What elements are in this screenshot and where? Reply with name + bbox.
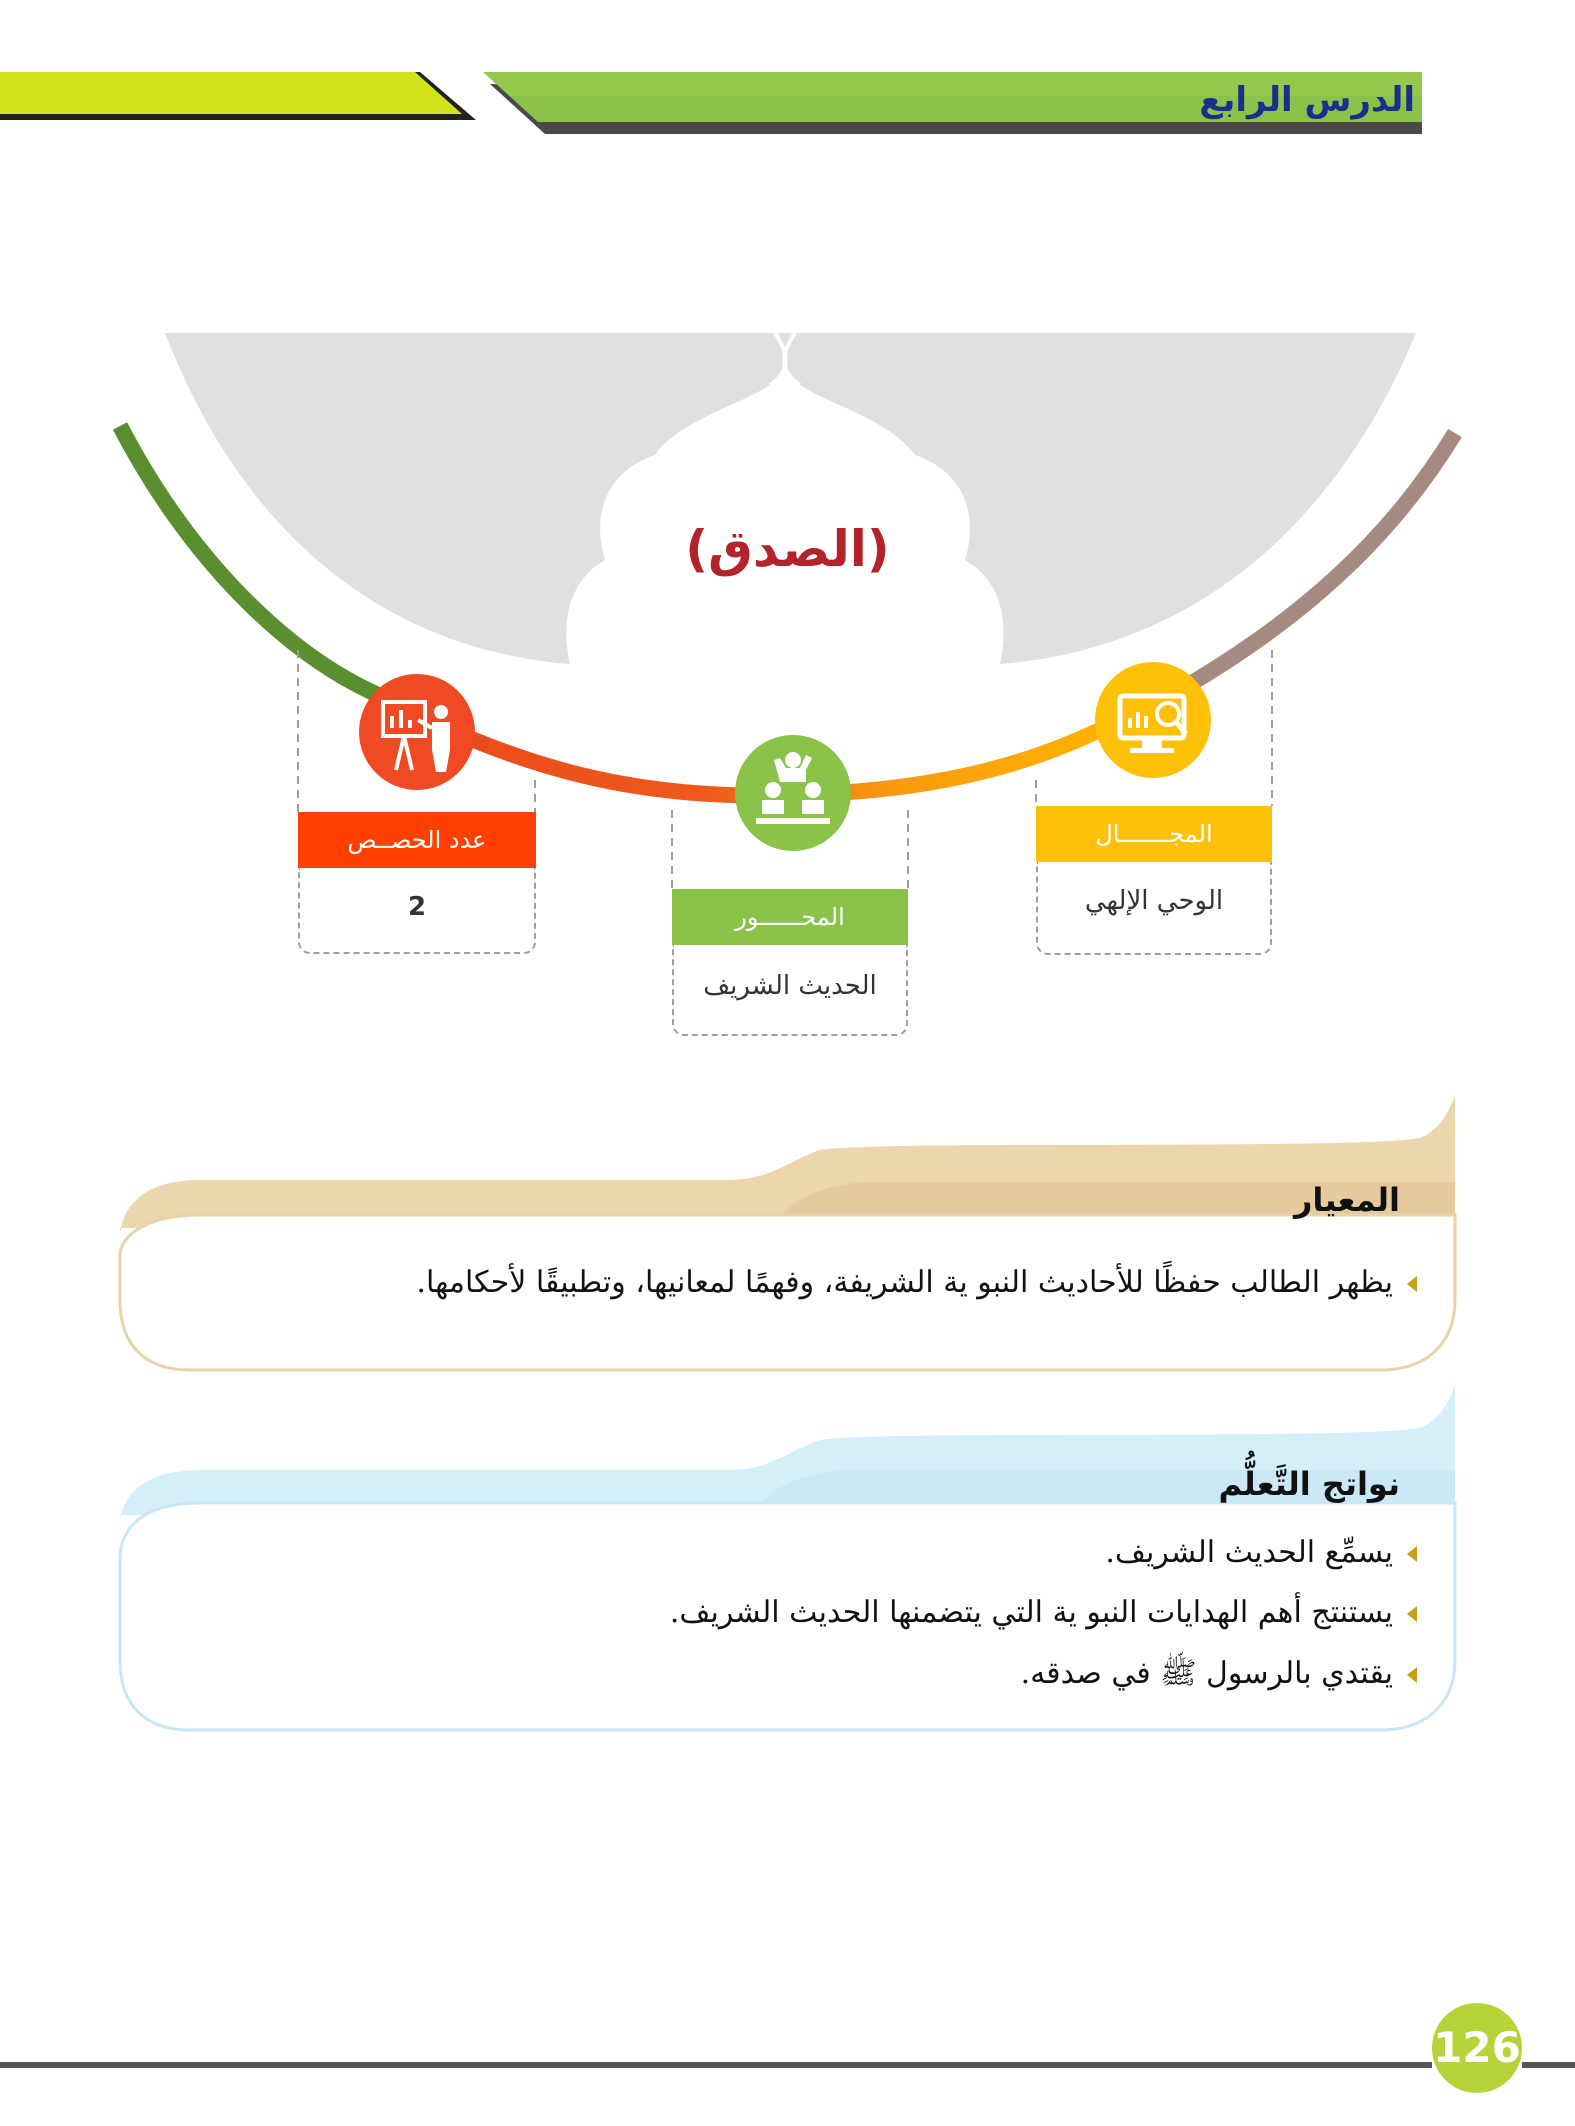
card-axis bbox=[672, 889, 908, 1036]
presentation-icon bbox=[359, 674, 475, 790]
outcome-item-text: يقتدي بالرسول ﷺ في صدقه. bbox=[1020, 1656, 1393, 1691]
group-icon bbox=[735, 735, 851, 851]
footer-line bbox=[0, 2062, 1432, 2068]
card-periods-value: 2 bbox=[407, 892, 427, 922]
card-periods bbox=[298, 812, 536, 954]
dome-background bbox=[165, 333, 1416, 664]
standard-item-text: يظهر الطالب حفظًا للأحاديث النبو ية الشريفة، وفهمًا لمعانيها، وتطبيقًا لأحكامها. bbox=[416, 1265, 1393, 1300]
card-domain bbox=[1036, 806, 1272, 955]
standard-title: المعيار bbox=[1294, 1181, 1400, 1219]
monitor-search-icon bbox=[1095, 662, 1211, 778]
lesson-title: الدرس الرابع bbox=[1199, 80, 1415, 120]
bullet-icon bbox=[1407, 1667, 1417, 1683]
card-axis-label: المحــــــور bbox=[672, 889, 908, 945]
standard-item bbox=[217, 1265, 1417, 1300]
page-number: 126 bbox=[1432, 2003, 1522, 2093]
outcome-item-2 bbox=[217, 1595, 1417, 1630]
card-domain-label: المجـــــــال bbox=[1036, 806, 1272, 862]
outcome-item-3 bbox=[217, 1655, 1417, 1698]
bullet-icon bbox=[1407, 1546, 1417, 1562]
outcomes-title: نواتج التَّعلُّم bbox=[1218, 1465, 1400, 1503]
page-title: (الصدق) bbox=[685, 520, 890, 578]
outcome-item-1 bbox=[217, 1535, 1417, 1570]
bullet-icon bbox=[1407, 1276, 1417, 1292]
header-bar-left-fill bbox=[0, 72, 462, 114]
outcome-item-text: يسمِّع الحديث الشريف. bbox=[1105, 1535, 1393, 1570]
card-periods-label: عدد الحصــص bbox=[298, 812, 536, 868]
bullet-icon bbox=[1407, 1606, 1417, 1622]
outcome-item-text: يستنتج أهم الهدايات النبو ية التي يتضمنها الحديث الشريف. bbox=[669, 1595, 1393, 1630]
card-axis-value: الحديث الشريف bbox=[703, 971, 877, 1001]
card-domain-value: الوحي الإلهي bbox=[1084, 886, 1224, 916]
